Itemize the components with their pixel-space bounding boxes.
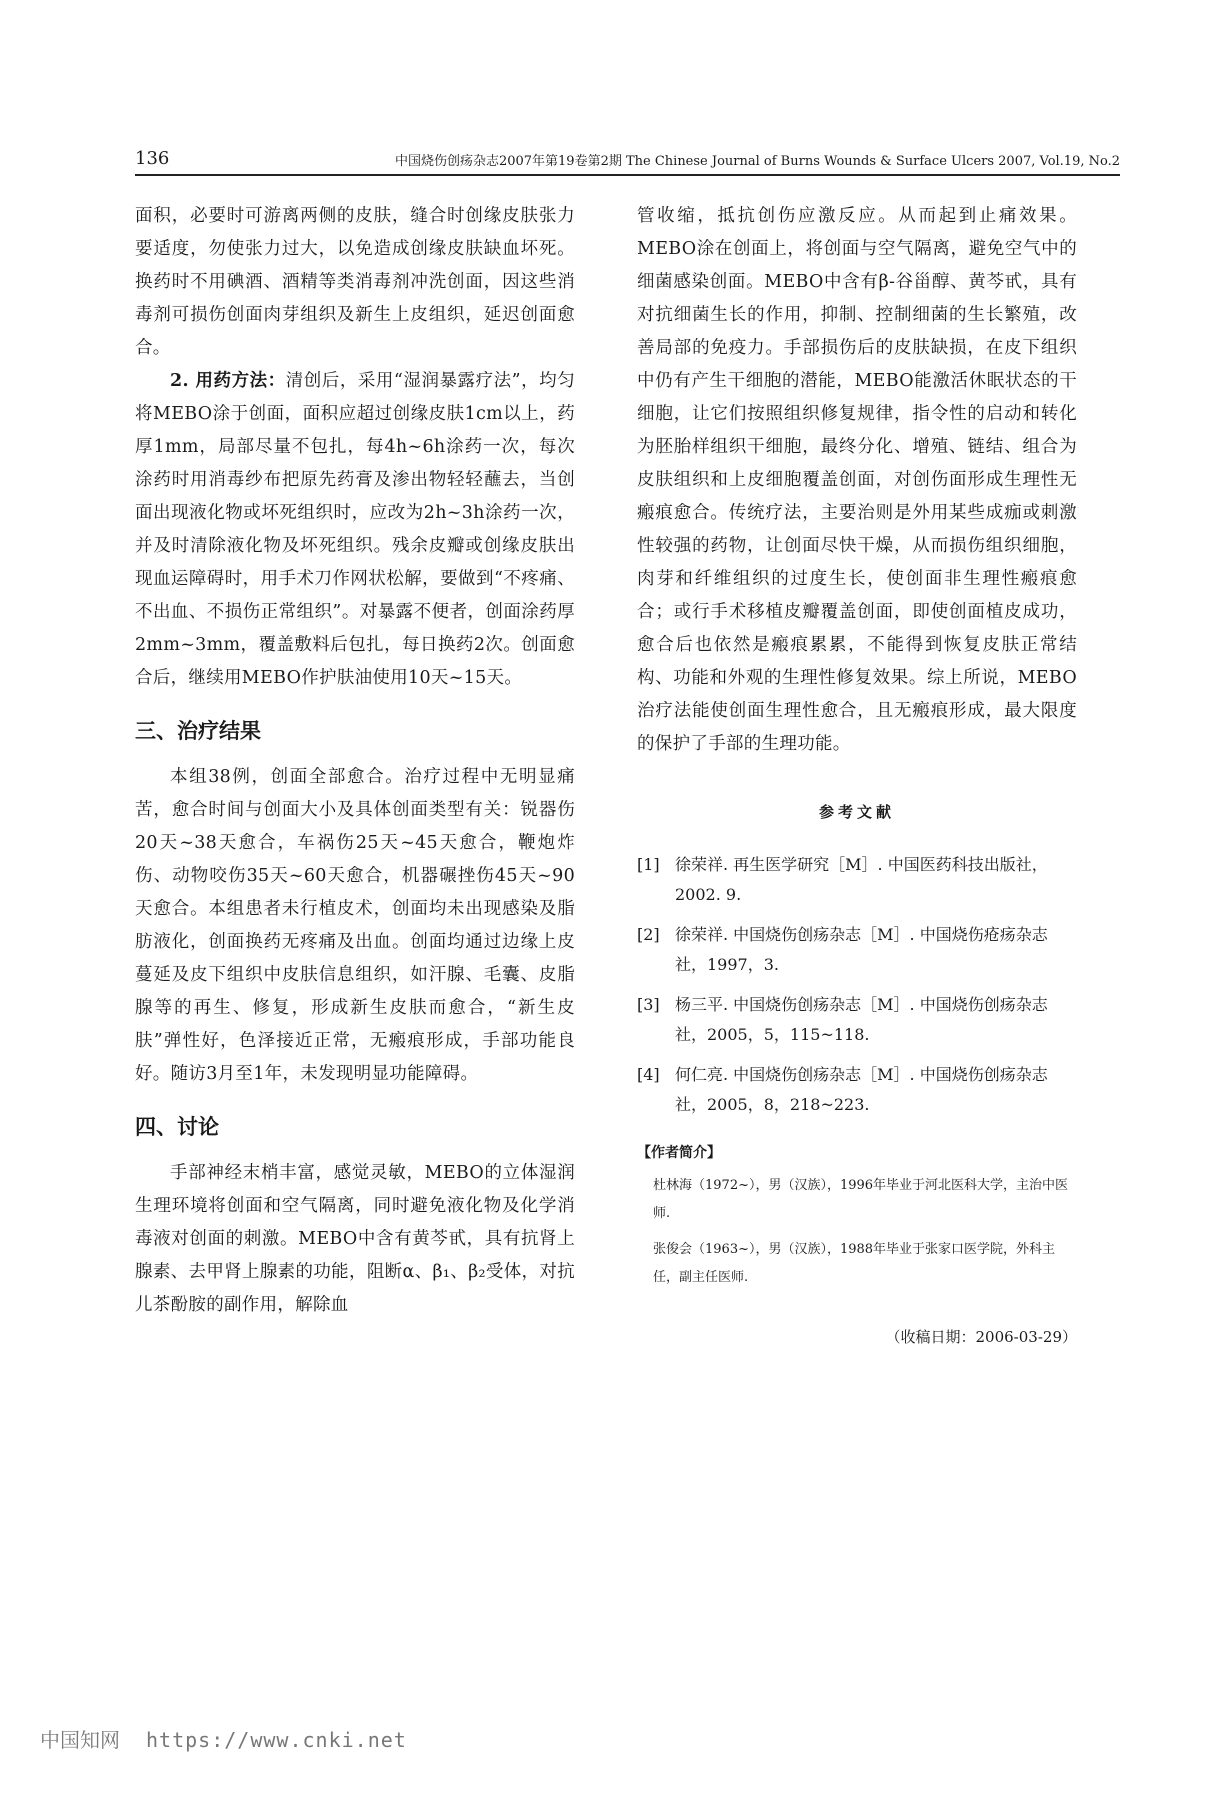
reference-item xyxy=(637,850,1077,910)
paragraph-discussion: 手部神经末梢丰富，感觉灵敏，MEBO的立体湿润生理环境将创面和空气隔离，同时避免液化物及化学消毒液对创面的刺激。MEBO中含有黄芩甙，具有抗肾上腺素、去甲肾上腺素的功能，阻断α、β₁、β₂受体，对抗儿茶酚胺的副作用，解除血 xyxy=(135,1163,575,1315)
page-number: 136 xyxy=(135,148,170,169)
paragraph-wound-suture: 面积，必要时可游离两侧的皮肤，缝合时创缘皮肤张力要适度，勿使张力过大，以免造成创缘皮肤缺血坏死。换药时不用碘酒、酒精等类消毒剂冲洗创面，因这些消毒剂可损伤创面肉芽组织及新生上皮组织，延迟创面愈合。 xyxy=(135,206,575,358)
reference-item xyxy=(637,920,1077,980)
cnki-name: 中国知网 xyxy=(40,1728,120,1752)
author-info-heading: 【作者简介】 xyxy=(637,1145,721,1161)
section-heading-results: 三、治疗结果 xyxy=(135,719,261,743)
paragraph-medication-method xyxy=(135,365,575,695)
reference-number: [1] xyxy=(637,855,660,874)
section-heading-discussion: 四、讨论 xyxy=(135,1115,219,1139)
cnki-watermark xyxy=(40,1724,407,1753)
paragraph-discussion-continued: 管收缩，抵抗创伤应激反应。从而起到止痛效果。MEBO涂在创面上，将创面与空气隔离，避免空气中的细菌感染创面。MEBO中含有β-谷甾醇、黄芩甙，具有对抗细菌生长的作用，抑制、控制细菌的生长繁殖，改善局部的免疫力。手部损伤后的皮肤缺损，在皮下组织中仍有产生干细胞的潜能，MEBO能激活休眠状态的干细胞，让它们按照组织修复规律，指令性的启动和转化为胚胎样组织干细胞，最终分化、增殖、链结、组合为皮肤组织和上皮细胞覆盖创面，对创伤面形成生理性无瘢痕愈合。传统疗法，主要治则是外用某些成痂或刺激性较强的药物，让创面尽快干燥，从而损伤组织细胞，肉芽和纤维组织的过度生长，使创面非生理性瘢痕愈合；或行手术移植皮瓣覆盖创面，即使创面植皮成功，愈合后也依然是瘢痕累累，不能得到恢复皮肤正常结构、功能和外观的生理性修复效果。综上所说，MEBO治疗法能使创面生理性愈合，且无瘢痕形成，最大限度的保护了手部的生理功能。 xyxy=(637,206,1077,754)
reference-text: 何仁亮. 中国烧伤创疡杂志［M］. 中国烧伤创疡杂志社，2005，8，218~223. xyxy=(675,1065,1048,1114)
author-info-item: 杜林海（1972~），男（汉族），1996年毕业于河北医科大学，主治中医师. xyxy=(653,1178,1069,1221)
references-list xyxy=(637,850,1077,1120)
reference-item xyxy=(637,1060,1077,1120)
cnki-url: https://www.cnki.net xyxy=(146,1728,407,1752)
left-column xyxy=(135,200,575,1322)
reference-text: 杨三平. 中国烧伤创疡杂志［M］. 中国烧伤创疡杂志社，2005，5，115~118. xyxy=(675,995,1048,1044)
running-title: 中国烧伤创疡杂志2007年第19卷第2期 The Chinese Journal of Burns Wounds & Surface Ulcers 2007, Vol.19, No.2 xyxy=(394,154,1120,169)
received-date: （收稿日期：2006-03-29） xyxy=(885,1328,1077,1346)
page-header xyxy=(135,148,1120,176)
reference-number: [2] xyxy=(637,925,660,944)
medication-method-text: 清创后，采用“湿润暴露疗法”，均匀将MEBO涂于创面，面积应超过创缘皮肤1cm以上，药厚1mm，局部尽量不包扎，每4h~6h涂药一次，每次涂药时用消毒纱布把原先药膏及渗出物轻轻蘸去，当创面出现液化物或坏死组织时，应改为2h~3h涂药一次，并及时清除液化物及坏死组织。残余皮瓣或创缘皮肤出现血运障碍时，用手术刀作网状松解，要做到“不疼痛、不出血、不损伤正常组织”。对暴露不便者，创面涂药厚2mm~3mm，覆盖敷料后包扎，每日换药2次。创面愈合后，继续用MEBO作护肤油使用10天~15天。 xyxy=(135,371,576,688)
medication-method-label: 2. 用药方法： xyxy=(170,371,286,391)
reference-text: 徐荣祥. 再生医学研究［M］. 中国医药科技出版社，2002. 9. xyxy=(675,855,1048,904)
reference-number: [4] xyxy=(637,1065,660,1084)
paragraph-results: 本组38例，创面全部愈合。治疗过程中无明显痛苦，愈合时间与创面大小及具体创面类型有关：锐器伤20天~38天愈合，车祸伤25天~45天愈合，鞭炮炸伤、动物咬伤35天~60天愈合，机器碾挫伤45天~90天愈合。本组患者未行植皮术，创面均未出现感染及脂肪液化，创面换药无疼痛及出血。创面均通过边缘上皮蔓延及皮下组织中皮肤信息组织，如汗腺、毛囊、皮脂腺等的再生、修复，形成新生皮肤而愈合，“新生皮肤”弹性好，色泽接近正常，无瘢痕形成，手部功能良好。随访3月至1年，未发现明显功能障碍。 xyxy=(135,767,575,1084)
reference-item xyxy=(637,990,1077,1050)
reference-text: 徐荣祥. 中国烧伤创疡杂志［M］. 中国烧伤疮疡杂志社，1997，3. xyxy=(675,925,1048,974)
author-info-item: 张俊会（1963~），男（汉族），1988年毕业于张家口医学院，外科主任，副主任医师. xyxy=(653,1242,1056,1285)
references-heading: 参考文献 xyxy=(818,803,895,821)
reference-number: [3] xyxy=(637,995,660,1014)
right-column xyxy=(637,200,1077,1347)
